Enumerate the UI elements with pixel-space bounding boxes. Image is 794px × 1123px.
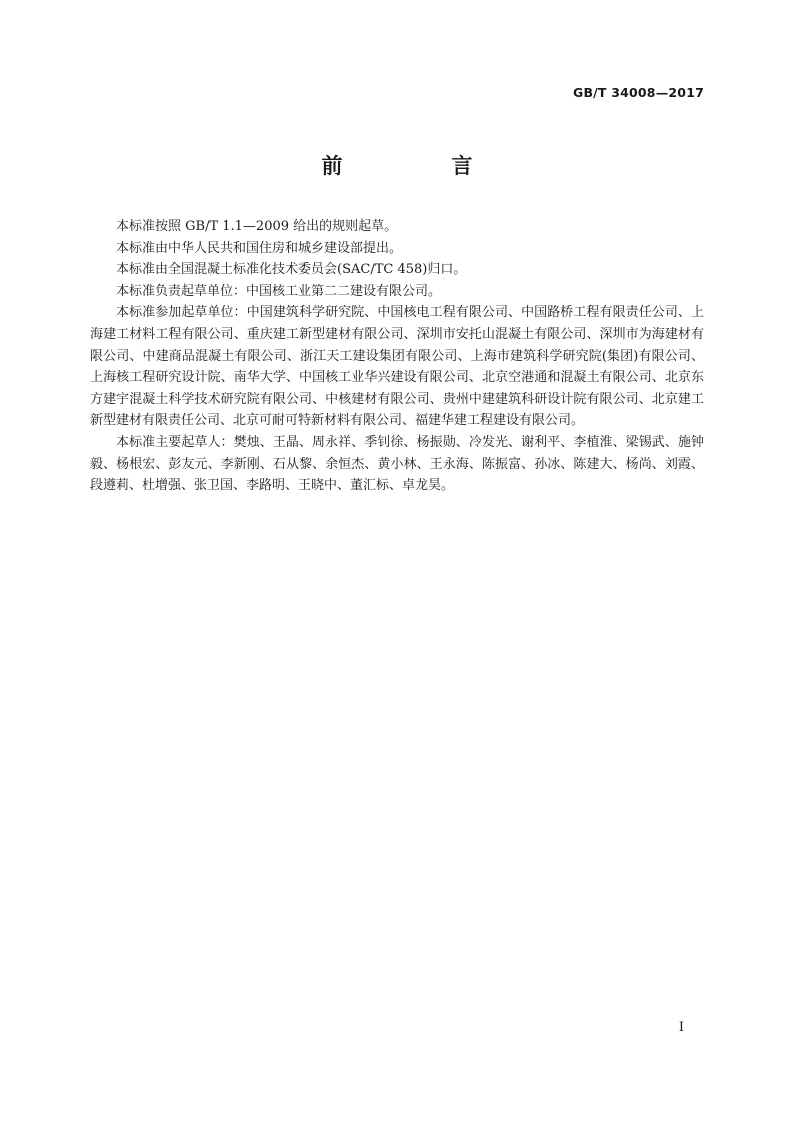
standard-code: GB/T 34008—2017 xyxy=(572,85,704,100)
paragraph-proposer: 本标准由中华人民共和国住房和城乡建设部提出。 xyxy=(116,240,403,256)
paragraph-participating-drafters: 本标准参加起草单位：中国建筑科学研究院、中国核电工程有限公司、中国路桥工程有限责任公司、上海建工材料工程有限公司、重庆建工新型建材有限公司、深圳市安托山混凝土有限公司、深圳市为海建材有限公司、中建商品混凝土有限公司、浙江天工建设集团有限公司、上海市建筑科学研究院(集团)有限公司、上海核工程研究设计院、南华大学、中国核工业华兴建设有限公司、北京空港通和混凝土有限公司、北京东方建宇混凝土科学技术研究院有限公司、中核建材有限公司、贵州中建建筑科研设计院有限公司、北京建工新型建材有限责任公司、北京可耐可特新材料有限公司、福建华建工程建设有限公司。 xyxy=(90,305,704,429)
page-number: I xyxy=(678,1020,684,1035)
foreword-body xyxy=(90,216,704,497)
page-title: 前 言 xyxy=(321,154,517,178)
paragraph-administrator: 本标准由全国混凝土标准化技术委员会(SAC/TC 458)归口。 xyxy=(116,262,467,278)
paragraph-drafting-rules: 本标准按照 GB/T 1.1—2009 给出的规则起草。 xyxy=(116,219,398,234)
paragraph-lead-drafter: 本标准负责起草单位：中国核工业第二二建设有限公司。 xyxy=(116,283,442,299)
paragraph-main-drafters: 本标准主要起草人：樊烛、王晶、周永祥、季钊徐、杨振勋、冷发光、谢利平、李植淮、梁锡武、施钟毅、杨根宏、彭友元、李新刚、石从黎、余恒杰、黄小林、王永海、陈振富、孙冰、陈建大、杨尚、刘霞、段遵莉、杜增强、张卫国、李路明、王晓中、董汇标、卓龙昊。 xyxy=(90,434,704,494)
